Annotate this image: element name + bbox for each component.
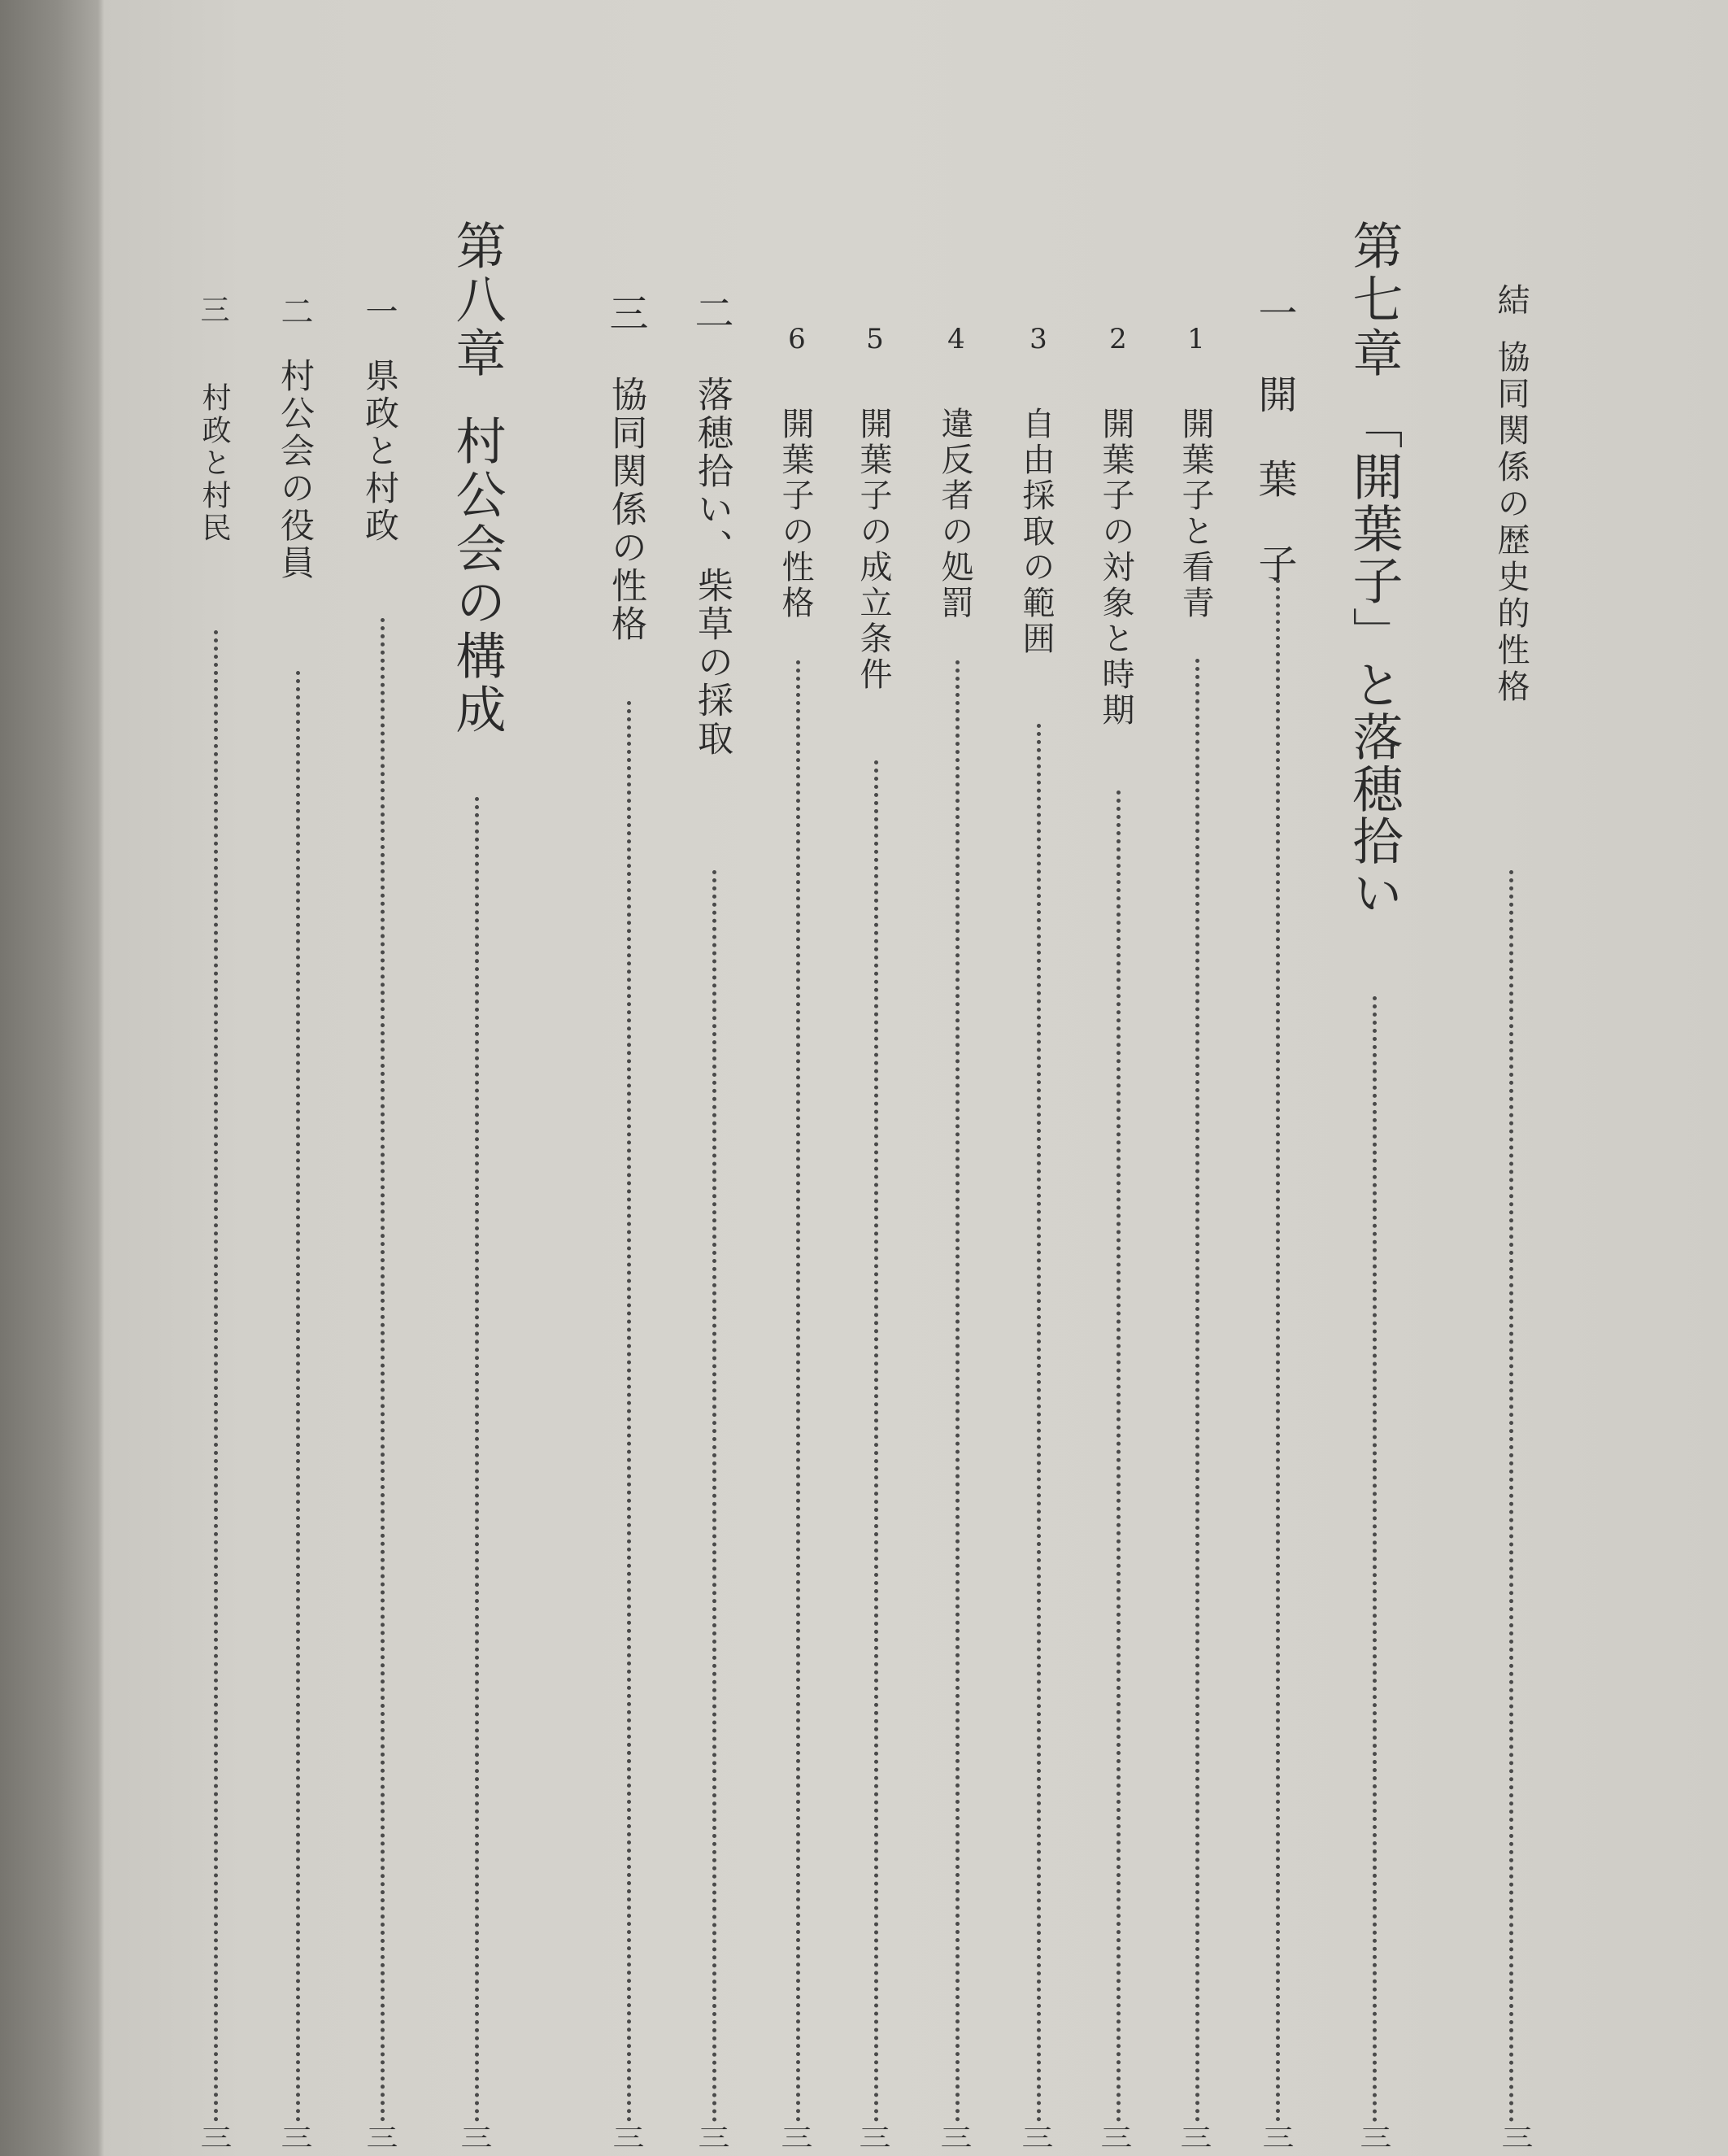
leader-dots	[1509, 870, 1513, 2123]
section-number: 二	[276, 294, 313, 330]
chapter-title: 村公会の構成	[447, 415, 507, 737]
entry-title: 協同関係の歴史的性格	[1492, 340, 1530, 706]
leader-dots	[1276, 579, 1280, 2123]
chapter-number: 第八章	[447, 220, 507, 381]
entry-marker: 結	[1492, 283, 1530, 319]
page-number: 三	[1501, 2124, 1534, 2153]
subsection-number: 2	[1109, 323, 1127, 355]
page-number: 三	[366, 2124, 398, 2153]
leader-dots	[475, 797, 479, 2123]
leader-dots	[796, 660, 800, 2123]
page-number: 三	[781, 2124, 813, 2153]
leader-dots	[712, 870, 716, 2123]
page-number: 三	[612, 2124, 645, 2153]
leader-dots	[874, 760, 878, 2123]
subsection-title: 違反者の処罰	[936, 407, 973, 621]
leader-dots	[296, 671, 300, 2123]
page-number: 三	[859, 2124, 891, 2153]
section-title: 県政と村政	[360, 358, 400, 545]
section-number: 一	[360, 294, 398, 330]
page-number: 三	[281, 2124, 313, 2153]
section-number: 三	[196, 294, 229, 327]
section-number: 一	[1251, 293, 1297, 338]
page-number: 三	[1021, 2124, 1054, 2153]
subsection-title: 開葉子の成立条件	[855, 407, 892, 693]
subsection-number: 4	[947, 323, 965, 355]
subsection-number: 1	[1187, 323, 1205, 355]
page-number: 三	[1360, 2124, 1392, 2153]
leader-dots	[1195, 659, 1199, 2123]
page-number: 三	[460, 2124, 493, 2153]
leader-dots	[1116, 791, 1121, 2123]
section-number: 二	[688, 293, 733, 338]
section-title: 開 葉 子	[1251, 374, 1297, 586]
section-title: 協同関係の性格	[605, 376, 646, 643]
leader-dots	[627, 701, 631, 2123]
leader-dots	[1373, 996, 1377, 2123]
subsection-title: 開葉子の性格	[777, 407, 814, 621]
page-number: 三	[1262, 2124, 1295, 2153]
leader-dots	[381, 618, 385, 2123]
section-title: 村政と村民	[198, 382, 231, 545]
leader-dots	[955, 660, 960, 2123]
page-number: 三	[200, 2124, 233, 2153]
section-number: 三	[603, 293, 648, 338]
page-number: 三	[1180, 2124, 1212, 2153]
subsection-number: 3	[1029, 323, 1047, 355]
chapter-number: 第七章	[1344, 220, 1404, 381]
page-number: 三	[698, 2124, 730, 2153]
subsection-title: 開葉子の対象と時期	[1097, 407, 1134, 729]
page-number: 三	[940, 2124, 973, 2153]
chapter-title: 「開葉子」と落穂拾い	[1344, 399, 1404, 919]
section-title: 落穂拾い、柴草の採取	[691, 376, 733, 758]
subsection-number: 6	[788, 323, 806, 355]
subsection-title: 自由採取の範囲	[1017, 407, 1055, 657]
subsection-title: 開葉子と看青	[1177, 407, 1214, 621]
subsection-number: 5	[866, 323, 884, 355]
leader-dots	[214, 630, 218, 2123]
page-number: 三	[1100, 2124, 1133, 2153]
leader-dots	[1037, 724, 1041, 2123]
section-title: 村公会の役員	[276, 358, 316, 582]
